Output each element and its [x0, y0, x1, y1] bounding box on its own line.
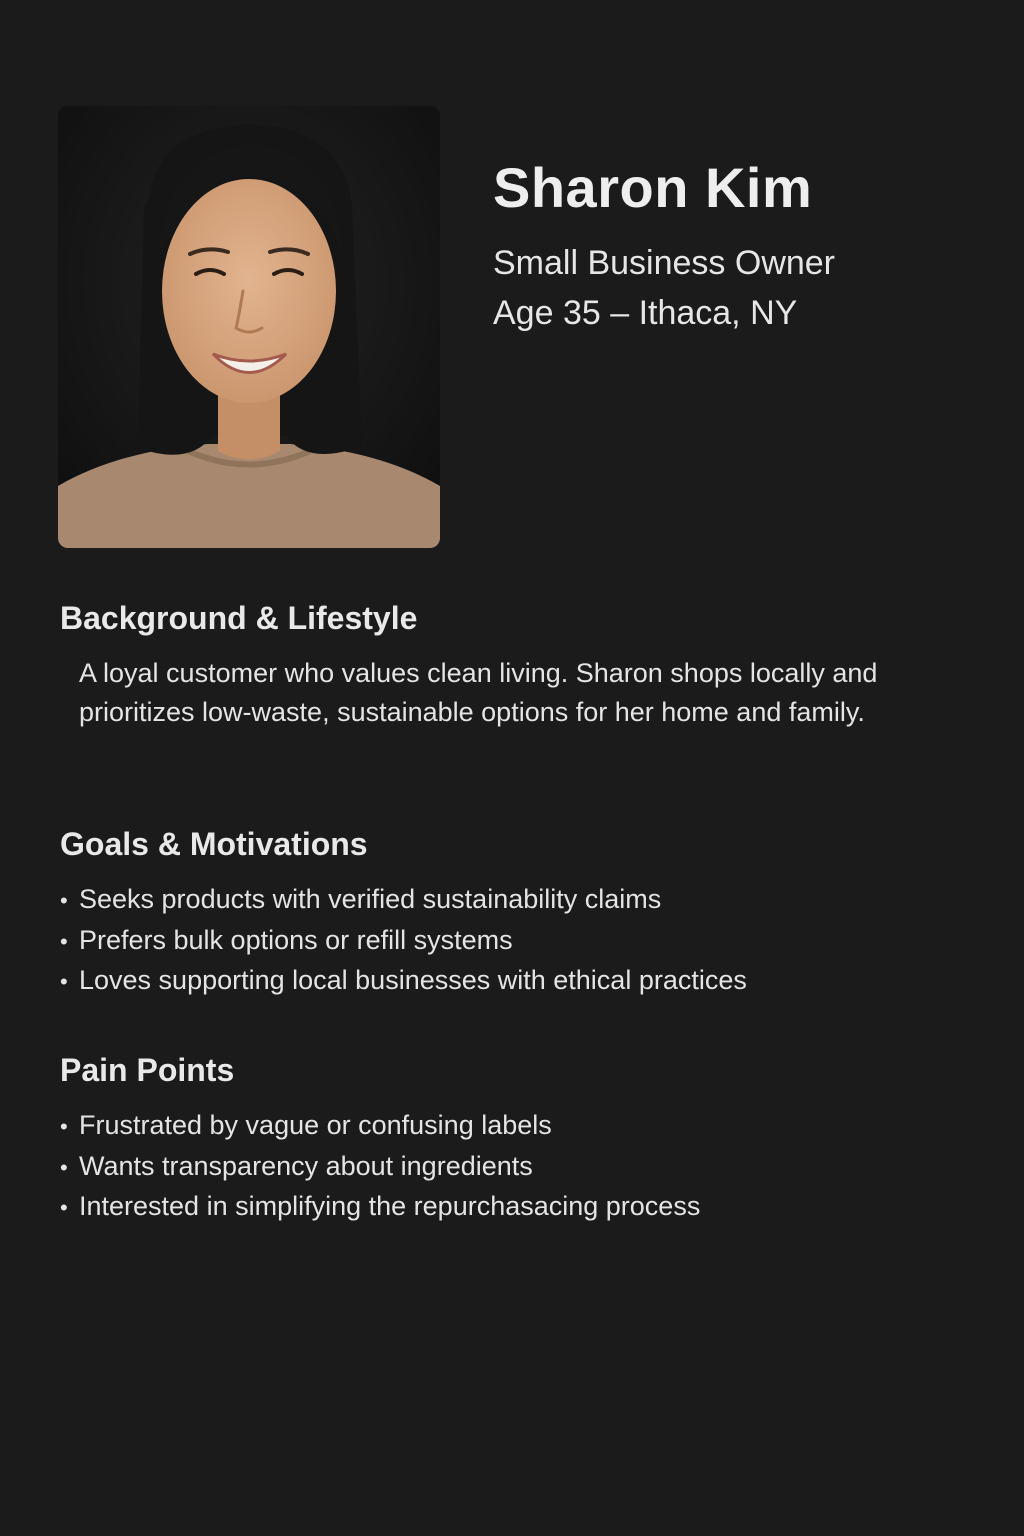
pain-points-title: Pain Points	[60, 1052, 235, 1088]
bullet-icon: •	[60, 888, 68, 913]
goal-text: Prefers bulk options or refill systems	[79, 924, 513, 955]
bullet-icon: •	[60, 969, 68, 994]
bullet-icon: •	[60, 1114, 68, 1139]
goal-text: Seeks products with verified sustainability claims	[79, 884, 662, 914]
list-item	[60, 961, 960, 1002]
bullet-icon: •	[60, 928, 68, 954]
goals-section	[60, 822, 960, 1002]
portrait-illustration	[58, 106, 440, 548]
list-item	[60, 880, 960, 921]
list-item	[60, 1187, 960, 1228]
goals-list	[60, 880, 960, 1002]
list-item	[60, 1147, 960, 1188]
pain-point-text: Interested in simplifying the repurchasacing process	[79, 1191, 701, 1221]
pain-points-section	[60, 1048, 960, 1228]
pain-points-list	[60, 1106, 960, 1228]
profile-photo	[58, 106, 440, 548]
profile-header	[493, 152, 993, 338]
bullet-icon: •	[60, 1154, 68, 1180]
pain-point-text: Frustrated by vague or confusing labels	[79, 1110, 552, 1140]
background-text: A loyal customer who values clean living. Sharon shops locally and prioritizes low-waste, sustainable options for her home and family.	[79, 658, 878, 727]
goals-title: Goals & Motivations	[60, 826, 368, 862]
background-title: Background & Lifestyle	[60, 600, 418, 636]
goal-text: Loves supporting local businesses with ethical practices	[79, 965, 747, 995]
profile-name: Sharon Kim	[493, 156, 813, 219]
background-section	[60, 596, 960, 731]
list-item	[60, 1106, 960, 1147]
pain-point-text: Wants transparency about ingredients	[79, 1150, 533, 1181]
bullet-icon: •	[60, 1195, 68, 1220]
profile-role: Small Business Owner	[493, 244, 836, 282]
list-item	[60, 921, 960, 962]
profile-age-location: Age 35 – Ithaca, NY	[493, 294, 798, 332]
